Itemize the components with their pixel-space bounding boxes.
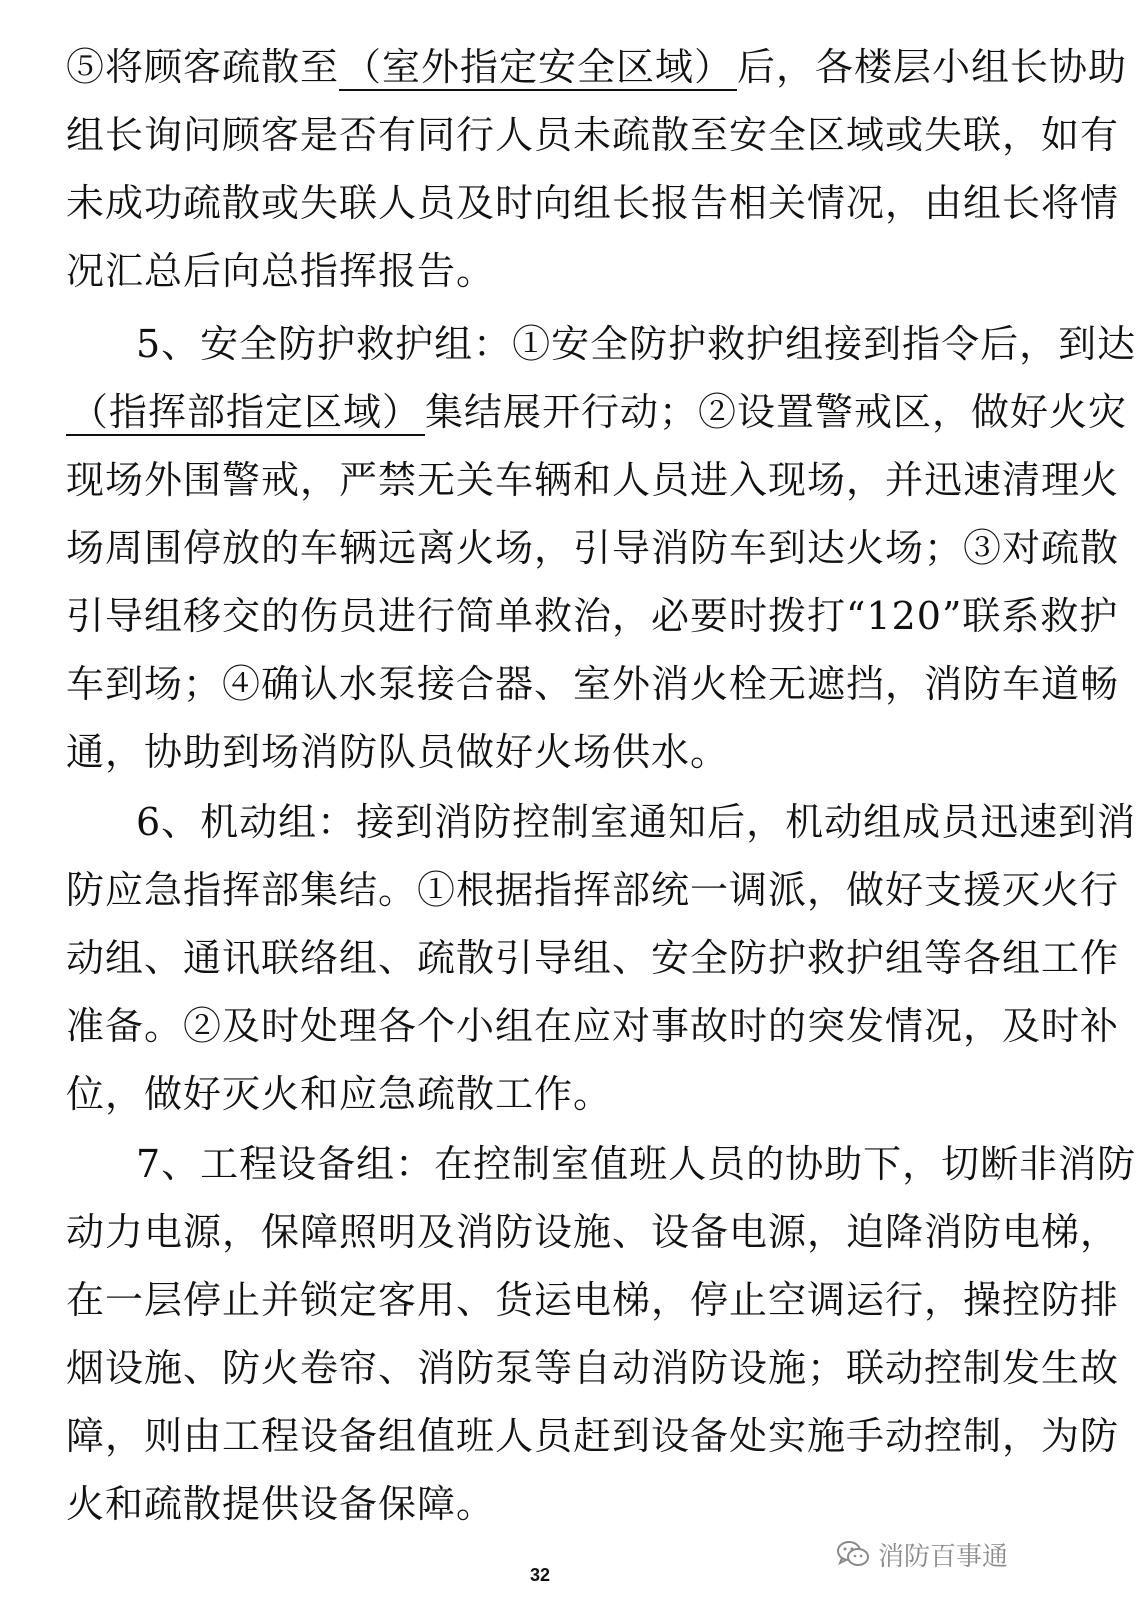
text-line: 组长询问顾客是否有同行人员未疏散至安全区域或失联，如有 <box>66 113 1120 157</box>
text-line: 准备。②及时处理各个小组在应对事故时的突发情况，及时补 <box>66 1004 1120 1048</box>
text-segment: ⑤将顾客疏散至 <box>66 45 340 89</box>
text-line: 引导组移交的伤员进行简单救治，必要时拨打“120”联系救护 <box>66 594 1119 638</box>
underlined-answer: （指挥部指定区域） <box>66 390 425 436</box>
paragraph-heading-line: 6、机动组：接到消防控制室通知后，机动组成员迅速到消 <box>136 800 1136 844</box>
text-line: 在一层停止并锁定客用、货运电梯，停止空调运行，操控防排 <box>66 1278 1120 1322</box>
watermark-text: 消防百事通 <box>878 1541 1009 1572</box>
text-line: 动组、通讯联络组、疏散引导组、安全防护救护组等各组工作 <box>66 936 1120 980</box>
text-line: 未成功疏散或失联人员及时向组长报告相关情况，由组长将情 <box>66 181 1120 225</box>
text-line <box>66 382 1128 442</box>
text-line: 障，则由工程设备组值班人员赶到设备处实施手动控制，为防 <box>66 1414 1120 1458</box>
text-segment: 集结展开行动；②设置警戒区，做好火灾 <box>425 390 1128 434</box>
text-line: 场周围停放的车辆远离火场，引导消防车到达火场；③对疏散 <box>66 526 1120 570</box>
text-line: 火和疏散提供设备保障。 <box>66 1482 496 1526</box>
text-line: 况汇总后向总指挥报告。 <box>66 249 496 293</box>
text-line: 通，协助到场消防队员做好火场供水。 <box>66 730 730 774</box>
text-line: 烟设施、防火卷帘、消防泵等自动消防设施；联动控制发生故 <box>66 1346 1120 1390</box>
page-number: 32 <box>529 1565 551 1585</box>
paragraph-heading-line: 5、安全防护救护组：①安全防护救护组接到指令后，到达 <box>136 322 1136 366</box>
text-line: 防应急指挥部集结。①根据指挥部统一调派，做好支援灭火行 <box>66 868 1120 912</box>
text-line: 位，做好灭火和应急疏散工作。 <box>66 1072 613 1116</box>
text-line: 现场外围警戒，严禁无关车辆和人员进入现场，并迅速清理火 <box>66 458 1120 502</box>
underlined-answer: （室外指定安全区域） <box>339 45 737 91</box>
text-line: 动力电源，保障照明及消防设施、设备电源，迫降消防电梯， <box>66 1210 1120 1254</box>
paragraph-heading-line: 7、工程设备组：在控制室值班人员的协助下，切断非消防 <box>136 1142 1136 1186</box>
text-segment: 后，各楼层小组长协助 <box>737 45 1128 89</box>
text-line <box>66 37 1128 97</box>
text-line: 车到场；④确认水泵接合器、室外消火栓无遮挡，消防车道畅 <box>66 662 1120 706</box>
